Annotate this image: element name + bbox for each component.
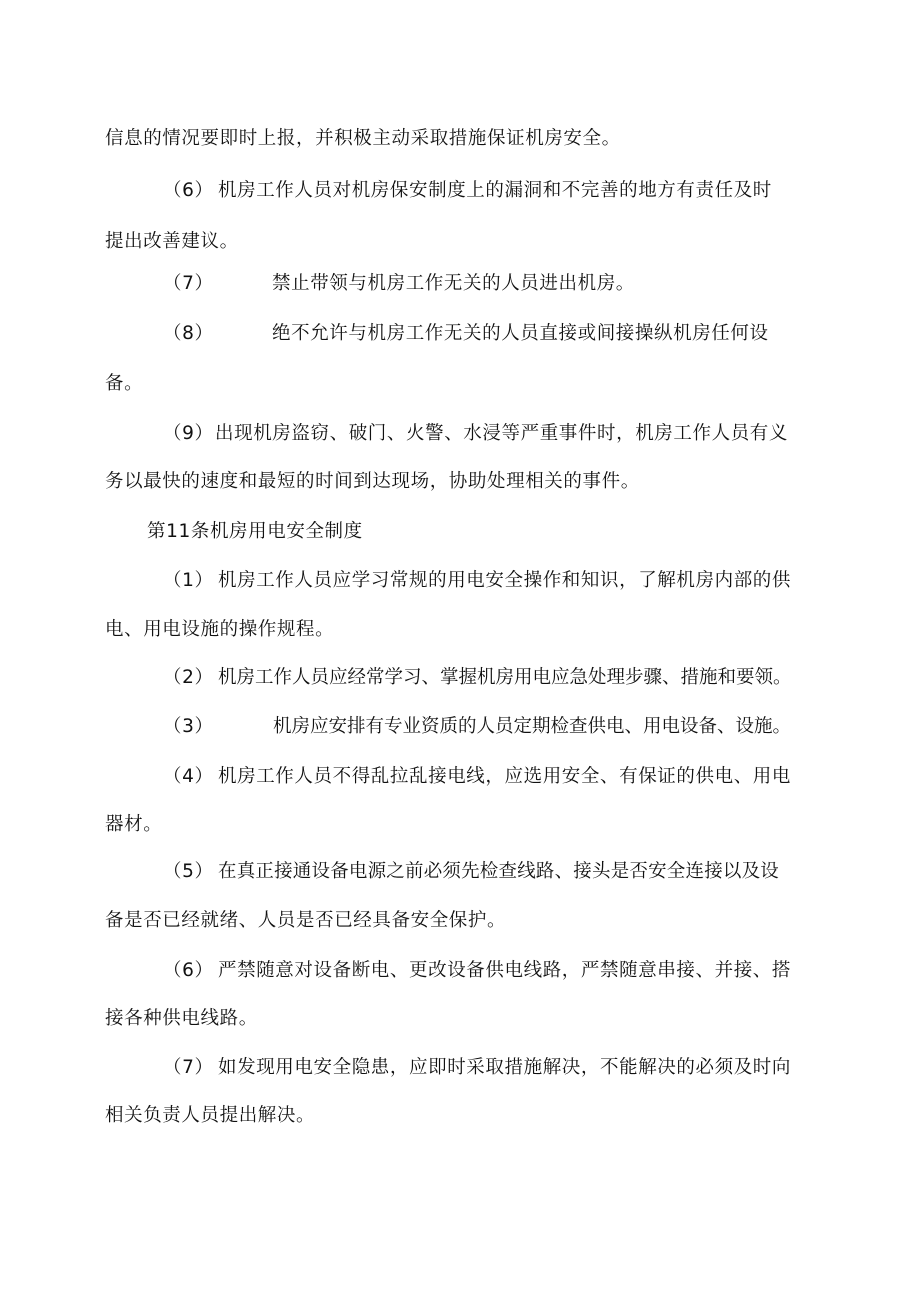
item-number: （2） [163, 667, 214, 688]
item-number: （8） [163, 323, 214, 344]
list-item-line [163, 322, 769, 346]
line-text: 提出改善建议。 [105, 231, 239, 252]
item-number: （9） [163, 423, 214, 444]
line-text: 绝不允许与机房工作无关的人员直接或间接操纵机房任何设 [272, 323, 769, 344]
paragraph-line [105, 618, 334, 642]
paragraph-line [105, 1104, 315, 1128]
line-text: 机房应安排有专业资质的人员定期检查供电、用电设备、设施。 [273, 716, 792, 737]
item-number: （6） [163, 960, 214, 981]
line-text: 备。 [105, 373, 144, 394]
line-text: 电、用电设施的操作规程。 [105, 619, 335, 640]
section-heading [147, 520, 363, 544]
paragraph-line [105, 230, 239, 254]
paragraph-line [105, 372, 143, 396]
line-text: 相关负责人员提出解决。 [105, 1105, 316, 1126]
paragraph-line [105, 127, 621, 151]
paragraph-line [105, 813, 162, 837]
section-title: 第11条机房用电安全制度 [147, 521, 363, 542]
list-item-line [163, 666, 792, 690]
line-text: 机房工作人员应学习常规的用电安全操作和知识，了解机房内部的供 [218, 570, 792, 591]
line-text: 信息的情况要即时上报，并积极主动采取措施保证机房安全。 [105, 128, 621, 149]
list-item-line [163, 1056, 791, 1080]
item-number: （6） [163, 180, 214, 201]
line-text: 如发现用电安全隐患，应即时采取措施解决，不能解决的必须及时向 [218, 1057, 792, 1078]
list-item-line [163, 959, 791, 983]
paragraph-line [105, 1007, 258, 1031]
item-number: （7） [163, 1057, 214, 1078]
line-text: 机房工作人员对机房保安制度上的漏洞和不完善的地方有责任及时 [218, 180, 772, 201]
line-text: 禁止带领与机房工作无关的人员进出机房。 [272, 273, 635, 294]
list-item-line [163, 272, 635, 296]
line-text: 在真正接通设备电源之前必须先检查线路、接头是否安全连接以及设 [218, 861, 780, 882]
item-number: （7） [163, 273, 214, 294]
item-number: （3） [163, 716, 214, 737]
list-item-line [163, 179, 772, 203]
list-item-line [163, 715, 791, 739]
list-item-line [163, 569, 791, 593]
paragraph-line [105, 909, 506, 933]
line-text: 严禁随意对设备断电、更改设备供电线路，严禁随意串接、并接、搭 [218, 960, 792, 981]
line-text: 务以最快的速度和最短的时间到达现场，协助处理相关的事件。 [105, 471, 640, 492]
list-item-line [163, 765, 791, 789]
line-text: 备是否已经就绪、人员是否已经具备安全保护。 [105, 910, 507, 931]
item-number: （5） [163, 861, 214, 882]
item-number: （4） [163, 766, 214, 787]
line-text: 器材。 [105, 814, 163, 835]
item-number: （1） [163, 570, 214, 591]
line-text: 机房工作人员不得乱拉乱接电线，应选用安全、有保证的供电、用电 [218, 766, 792, 787]
line-text: 出现机房盗窃、破门、火警、水浸等严重事件时，机房工作人员有义 [215, 423, 789, 444]
list-item-line [163, 860, 779, 884]
line-text: 接各种供电线路。 [105, 1008, 258, 1029]
paragraph-line [105, 470, 640, 494]
list-item-line [163, 422, 788, 446]
line-text: 机房工作人员应经常学习、掌握机房用电应急处理步骤、措施和要领。 [218, 667, 792, 688]
